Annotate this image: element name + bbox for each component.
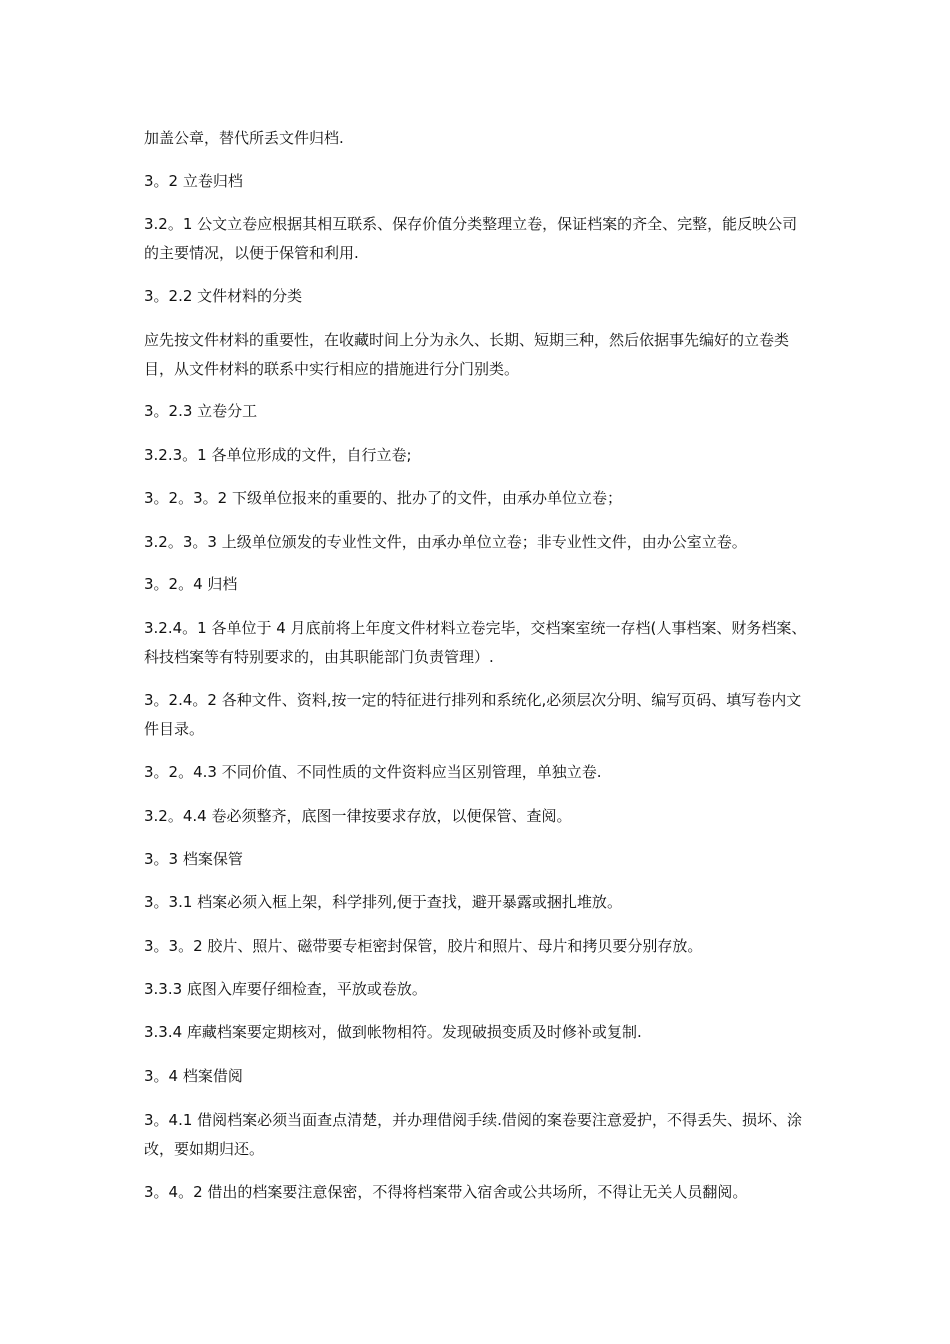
paragraph-3-2-1: 3.2。1 公文立卷应根据其相互联系、保存价值分类整理立卷，保证档案的齐全、完整，能反映公司的主要情况，以便于保管和利用. <box>144 215 798 262</box>
paragraph-3-4-2: 3。4。2 借出的档案要注意保密，不得将档案带入宿舍或公共场所，不得让无关人员翻阅。 <box>144 1183 748 1201</box>
paragraph-filing-seal: 加盖公章，替代所丢文件归档. <box>144 129 344 147</box>
paragraph-3-2-3-3: 3.2。3。3 上级单位颁发的专业性文件，由承办单位立卷；非专业性文件，由办公室立卷。 <box>144 533 747 551</box>
paragraph-3-3-1: 3。3.1 档案必须入框上架，科学排列,便于查找，避开暴露或捆扎堆放。 <box>144 893 622 911</box>
paragraph-classification: 应先按文件材料的重要性，在收藏时间上分为永久、长期、短期三种，然后依据事先编好的立卷类目，从文件材料的联系中实行相应的措施进行分门别类。 <box>144 331 790 378</box>
heading-3-2-2: 3。2.2 文件材料的分类 <box>144 287 303 305</box>
paragraph-3-2-4-3: 3。2。4.3 不同价值、不同性质的文件资料应当区别管理，单独立卷. <box>144 763 602 781</box>
heading-3-3: 3。3 档案保管 <box>144 850 243 868</box>
heading-3-2: 3。2 立卷归档 <box>144 172 243 190</box>
paragraph-3-2-4-2: 3。2.4。2 各种文件、资料,按一定的特征进行排列和系统化,必须层次分明、编写页码、填写卷内文件目录。 <box>144 691 802 738</box>
paragraph-3-3-3: 3.3.3 底图入库要仔细检查，平放或卷放。 <box>144 980 427 998</box>
paragraph-3-3-4: 3.3.4 库藏档案要定期核对，做到帐物相符。发现破损变质及时修补或复制. <box>144 1023 642 1041</box>
paragraph-3-2-4-4: 3.2。4.4 卷必须整齐，底图一律按要求存放，以便保管、查阅。 <box>144 807 572 825</box>
paragraph-3-3-2: 3。3。2 胶片、照片、磁带要专柜密封保管，胶片和照片、母片和拷贝要分别存放。 <box>144 937 703 955</box>
paragraph-3-4-1: 3。4.1 借阅档案必须当面查点清楚，并办理借阅手续.借阅的案卷要注意爱护，不得丢失、损坏、涂改，要如期归还。 <box>144 1111 802 1158</box>
heading-3-4: 3。4 档案借阅 <box>144 1067 243 1085</box>
heading-3-2-4: 3。2。4 归档 <box>144 575 238 593</box>
paragraph-3-2-3-1: 3.2.3。1 各单位形成的文件，自行立卷; <box>144 446 412 464</box>
heading-3-2-3: 3。2.3 立卷分工 <box>144 402 258 420</box>
paragraph-3-2-3-2: 3。2。3。2 下级单位报来的重要的、批办了的文件，由承办单位立卷； <box>144 489 622 507</box>
paragraph-3-2-4-1: 3.2.4。1 各单位于 4 月底前将上年度文件材料立卷完毕，交档案室统一存档(人事档案、财务档案、科技档案等有特别要求的，由其职能部门负责管理）. <box>144 619 807 666</box>
